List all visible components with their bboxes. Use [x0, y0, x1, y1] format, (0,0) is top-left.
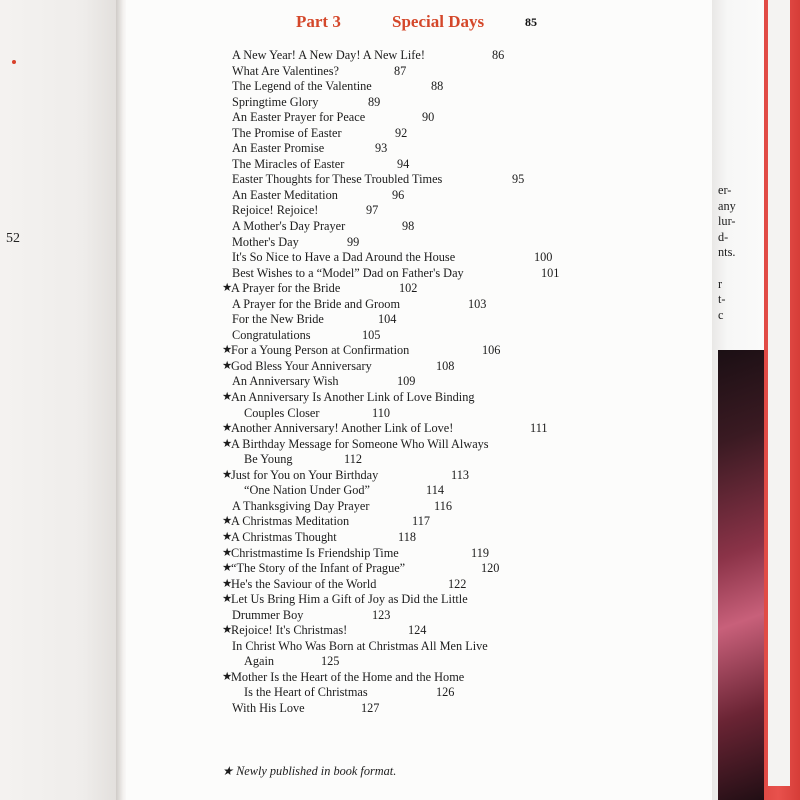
toc-entry: [126, 654, 712, 670]
toc-entry-page: 99: [347, 234, 360, 249]
star-icon: ★: [222, 593, 233, 606]
toc-entry: [126, 79, 712, 95]
next-page-fragment: r: [718, 276, 723, 291]
toc-entry-page: 93: [375, 141, 388, 156]
star-icon: ★: [222, 577, 233, 590]
toc-entry-page: 86: [492, 48, 505, 62]
star-icon: ★: [222, 468, 233, 481]
toc-entry: [126, 172, 712, 188]
next-page-fragment: d-: [718, 229, 729, 244]
toc-entry-title: Be Young: [244, 452, 293, 467]
toc-entry-title: Mother's Day: [232, 234, 299, 249]
toc-entry: [126, 468, 712, 484]
next-page-fragment: er-: [718, 183, 732, 197]
star-icon: ★: [222, 515, 233, 528]
toc-entry-title: The Legend of the Valentine: [232, 79, 372, 94]
toc-entry-page: 111: [530, 421, 548, 436]
toc-entry-title: It's So Nice to Have a Dad Around the House: [232, 250, 456, 265]
toc-entry: [126, 390, 712, 406]
toc-entry-title: A Prayer for the Bride: [231, 281, 341, 296]
toc-entry-title: “The Story of the Infant of Prague”: [231, 561, 406, 576]
toc-entry: [126, 343, 712, 359]
toc-entry-page: 120: [481, 561, 500, 576]
toc-entry-title: Just for You on Your Birthday: [231, 467, 379, 482]
red-cover-edge: [764, 0, 800, 800]
toc-entry: [126, 499, 712, 515]
toc-entry: [126, 374, 712, 390]
toc-entry-page: 89: [368, 94, 381, 109]
toc-entry: [126, 250, 712, 266]
toc-entry: [126, 452, 712, 468]
toc-entry-page: 112: [344, 452, 362, 467]
toc-entry-page: 109: [397, 374, 416, 389]
star-icon: ★: [222, 562, 233, 575]
toc-entry-title: Rejoice! Rejoice!: [232, 203, 319, 218]
toc-entry-page: 98: [402, 219, 415, 234]
toc-entry: [126, 266, 712, 282]
toc-entry-title: God Bless Your Anniversary: [231, 358, 372, 373]
star-icon: ★: [222, 546, 233, 559]
toc-entry: [126, 157, 712, 173]
star-icon: ★: [222, 422, 233, 435]
toc-entry: [126, 110, 712, 126]
section-header: [126, 12, 712, 34]
toc-entry: [126, 281, 712, 297]
toc-entry-page: 106: [482, 343, 501, 358]
star-icon: ★: [222, 391, 233, 404]
toc-entry: [126, 530, 712, 546]
right-book-edge: [712, 0, 800, 800]
toc-entry-title: The Promise of Easter: [232, 125, 342, 140]
toc-entry-page: 100: [534, 250, 553, 265]
toc-entry: [126, 701, 712, 717]
toc-entry-title: A Mother's Day Prayer: [232, 219, 346, 234]
footnote: ★ Newly published in book format.: [222, 764, 397, 778]
toc-entry-title: An Anniversary Is Another Link of Love Binding: [231, 390, 475, 405]
toc-entry: [126, 670, 712, 686]
toc-entry-title: Rejoice! It's Christmas!: [231, 623, 348, 638]
toc-entry: [126, 359, 712, 375]
toc-entry-page: 116: [434, 498, 452, 513]
toc-entry-page: 87: [394, 63, 407, 78]
toc-entry: [126, 95, 712, 111]
toc-entry: [126, 608, 712, 624]
toc-entry-title: A New Year! A New Day! A New Life!: [232, 48, 425, 62]
toc-entry-title: A Prayer for the Bride and Groom: [232, 296, 401, 311]
toc-entry-page: 122: [448, 576, 467, 591]
toc-entry-page: 126: [436, 685, 455, 700]
toc-entry-title: Again: [244, 654, 275, 669]
toc-entry: [126, 188, 712, 204]
toc-entry: [126, 312, 712, 328]
toc-entry-title: The Miracles of Easter: [232, 156, 345, 171]
photo-fragment: [718, 350, 764, 800]
toc-entry-title: He's the Saviour of the World: [231, 576, 377, 591]
toc-entry-title: Christmastime Is Friendship Time: [231, 545, 399, 560]
toc-entry-page: 92: [395, 125, 408, 140]
toc-entry: [126, 546, 712, 562]
star-icon: ★: [222, 530, 233, 543]
toc-entry-title: Mother Is the Heart of the Home and the Home: [231, 669, 465, 684]
toc-entry-page: 124: [408, 623, 427, 638]
toc-entry-page: 125: [321, 654, 340, 669]
toc-entry-page: 95: [512, 172, 525, 187]
table-of-contents: [126, 48, 712, 717]
next-page-fragment: t-: [718, 292, 726, 307]
toc-entry: [126, 514, 712, 530]
next-page-fragment: [718, 261, 764, 277]
toc-entry: [126, 328, 712, 344]
toc-entry: [126, 685, 712, 701]
section-title: Special Days: [392, 12, 485, 31]
toc-entry: [126, 141, 712, 157]
toc-entry-page: 94: [397, 156, 410, 171]
cover-inner-border: [768, 0, 790, 786]
toc-entry-page: 104: [378, 312, 397, 327]
toc-entry: [126, 437, 712, 453]
toc-entry-title: Couples Closer: [244, 405, 320, 420]
toc-entry: [126, 48, 712, 64]
toc-entry-title: What Are Valentines?: [232, 63, 339, 78]
section-page-number: 85: [525, 15, 537, 29]
toc-entry: [126, 639, 712, 655]
left-page-number: 52: [6, 231, 20, 246]
star-icon: ★: [222, 282, 233, 295]
toc-entry-page: 123: [372, 607, 391, 622]
toc-entry-page: 102: [399, 281, 418, 296]
toc-entry-page: 97: [366, 203, 379, 218]
toc-entry-title: Let Us Bring Him a Gift of Joy as Did the Little: [231, 592, 468, 607]
toc-entry-page: 101: [541, 265, 560, 280]
toc-entry: [126, 64, 712, 80]
toc-entry-page: 108: [436, 358, 455, 373]
toc-entry-page: 127: [361, 700, 380, 715]
next-page-sliver: [712, 0, 764, 800]
toc-entry-title: An Easter Promise: [232, 141, 325, 156]
contents-page: [126, 0, 712, 800]
part-label: Part 3: [296, 12, 341, 31]
next-page-fragment: any: [718, 198, 736, 213]
toc-entry-title: An Easter Prayer for Peace: [232, 110, 366, 125]
toc-entry-page: 119: [471, 545, 489, 560]
next-page-text-fragments: [718, 183, 764, 323]
toc-entry-title: For the New Bride: [232, 312, 324, 327]
toc-entry-title: Easter Thoughts for These Troubled Times: [232, 172, 443, 187]
toc-entry: [126, 203, 712, 219]
toc-entry-title: Best Wishes to a “Model” Dad on Father's Day: [232, 265, 464, 280]
star-icon: ★: [222, 624, 233, 637]
left-page: [0, 0, 118, 800]
toc-entry-title: An Easter Meditation: [232, 187, 338, 202]
toc-entry: [126, 235, 712, 251]
toc-entry: [126, 623, 712, 639]
toc-entry: [126, 483, 712, 499]
toc-entry-title: “One Nation Under God”: [244, 483, 371, 498]
toc-entry-title: With His Love: [232, 700, 305, 715]
toc-entry-page: 110: [372, 405, 390, 420]
toc-entry-page: 117: [412, 514, 430, 529]
toc-entry: [126, 561, 712, 577]
toc-entry-title: For a Young Person at Confirmation: [231, 343, 410, 358]
next-page-fragment: c: [718, 307, 724, 322]
star-icon: ★: [222, 359, 233, 372]
toc-entry: [126, 577, 712, 593]
toc-entry-title: An Anniversary Wish: [232, 374, 339, 389]
toc-entry-title: Another Anniversary! Another Link of Love!: [231, 421, 454, 436]
toc-entry-page: 113: [451, 467, 469, 482]
next-page-fragment: nts.: [718, 245, 736, 260]
toc-entry-page: 88: [431, 79, 444, 94]
toc-entry-title: In Christ Who Was Born at Christmas All Men Live: [232, 638, 488, 653]
star-icon: ★: [222, 670, 233, 683]
red-mark: [12, 60, 16, 64]
toc-entry-title: A Birthday Message for Someone Who Will Always: [231, 436, 489, 451]
toc-entry: [126, 126, 712, 142]
toc-entry-title: Drummer Boy: [232, 607, 304, 622]
toc-entry: [126, 406, 712, 422]
toc-entry-title: Congratulations: [232, 327, 311, 342]
toc-entry-page: 114: [426, 483, 444, 498]
toc-entry: [126, 219, 712, 235]
star-icon: ★: [222, 437, 233, 450]
toc-entry-page: 103: [468, 296, 487, 311]
toc-entry-page: 90: [422, 110, 435, 125]
star-icon: ★: [222, 344, 233, 357]
toc-entry-page: 96: [392, 187, 405, 202]
toc-entry-title: A Christmas Meditation: [231, 514, 350, 529]
toc-entry: [126, 592, 712, 608]
toc-entry-page: 105: [362, 327, 381, 342]
toc-entry-title: A Christmas Thought: [231, 529, 337, 544]
toc-entry: [126, 297, 712, 313]
toc-entry-page: 118: [398, 529, 416, 544]
toc-entry-title: A Thanksgiving Day Prayer: [232, 498, 370, 513]
next-page-fragment: lur-: [718, 214, 736, 229]
toc-entry-title: Is the Heart of Christmas: [244, 685, 368, 700]
toc-entry: [126, 421, 712, 437]
toc-entry-title: Springtime Glory: [232, 94, 319, 109]
